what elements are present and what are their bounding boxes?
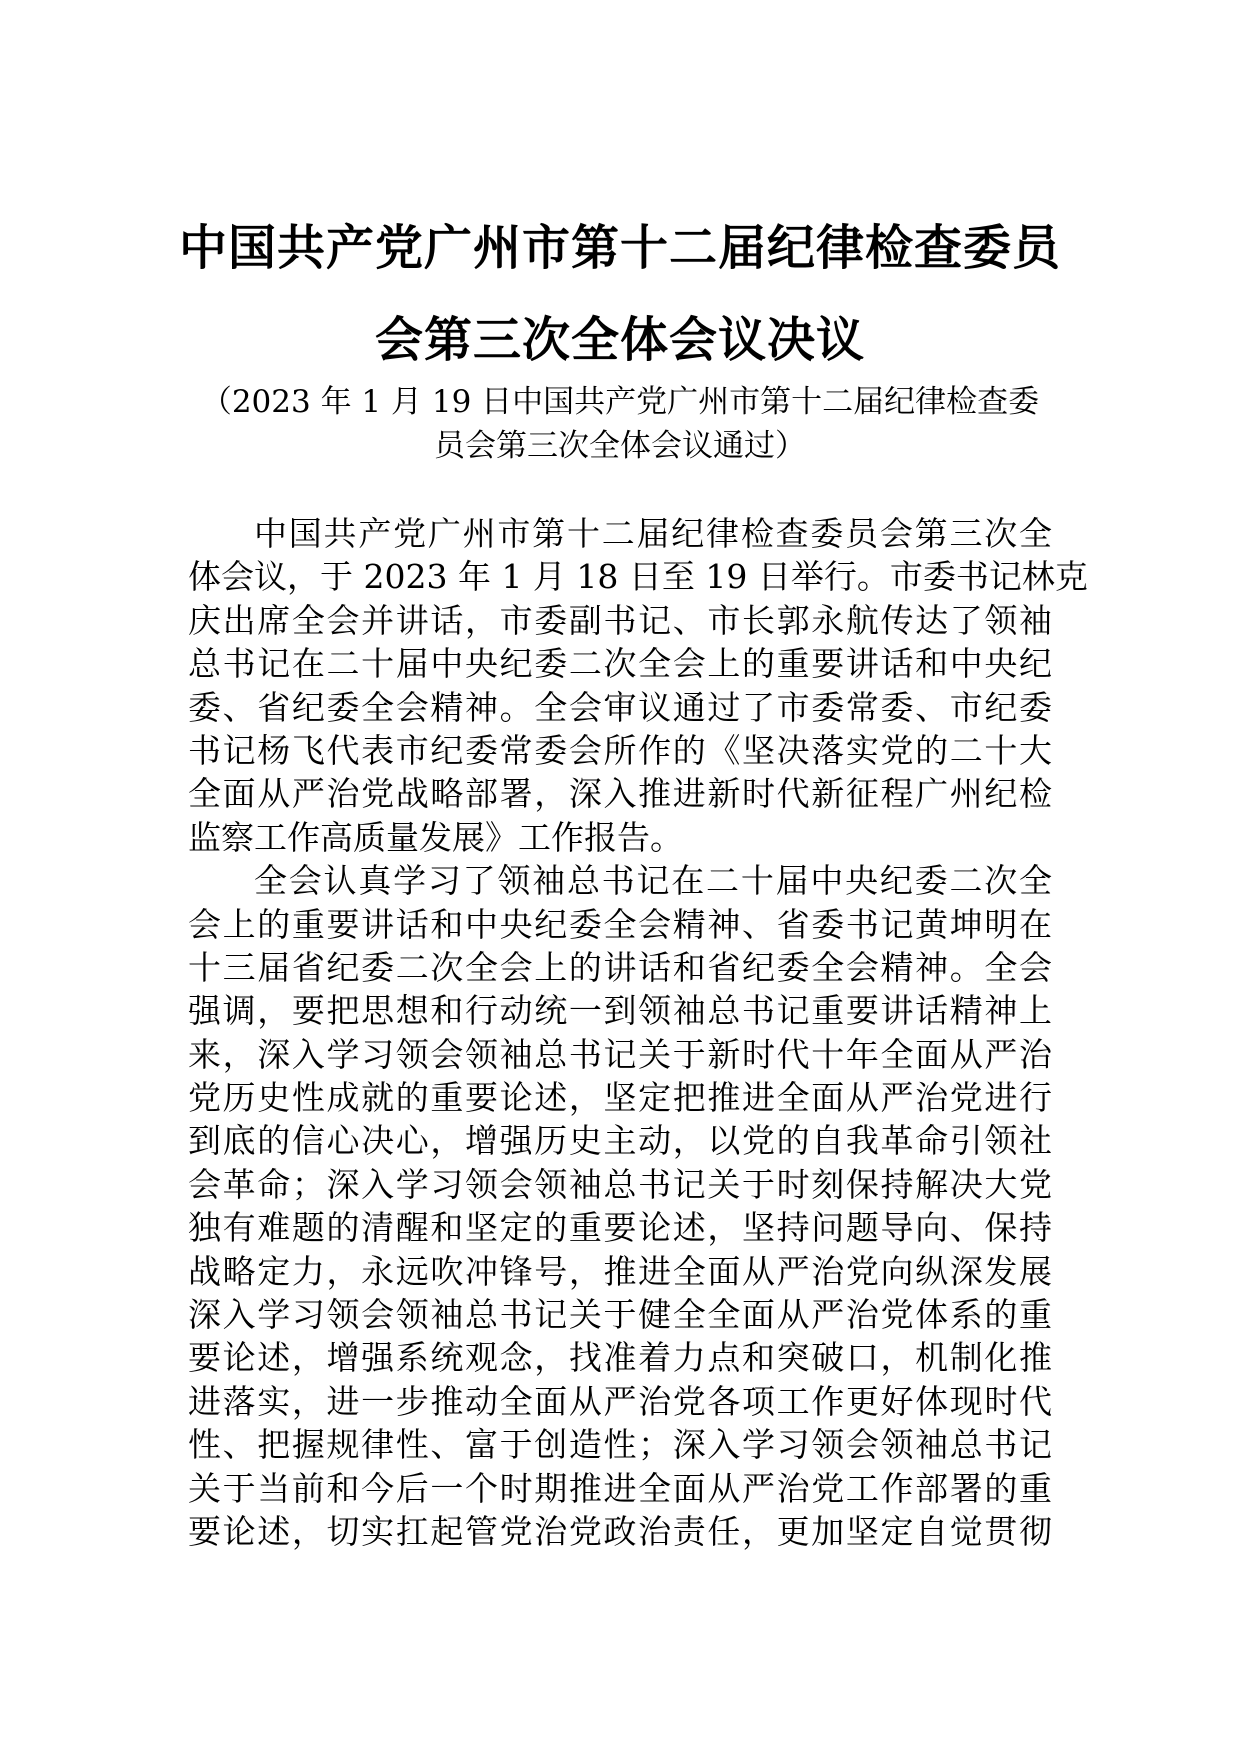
body-line: 深入学习领会领袖总书记关于健全全面从严治党体系的重	[188, 1295, 1052, 1335]
body-line: 体会议，于 2023 年 1 月 18 日至 19 日举行。市委书记林克	[188, 557, 1088, 597]
body-line: 委、省纪委全会精神。全会审议通过了市委常委、市纪委	[188, 687, 1052, 727]
body-line: 来，深入学习领会领袖总书记关于新时代十年全面从严治	[188, 1034, 1052, 1074]
body-line: 会上的重要讲话和中央纪委全会精神、省委书记黄坤明在	[188, 904, 1052, 944]
body-line: 独有难题的清醒和坚定的重要论述，坚持问题导向、保持	[188, 1208, 1052, 1248]
body-line: 会革命；深入学习领会领袖总书记关于时刻保持解决大党	[188, 1164, 1052, 1204]
body-line: 书记杨飞代表市纪委常委会所作的《坚决落实党的二十大	[188, 730, 1052, 770]
body-line: 监察工作高质量发展》工作报告。	[188, 817, 683, 857]
body-line: 全面从严治党战略部署，深入推进新时代新征程广州纪检	[188, 774, 1052, 814]
body-line: 庆出席全会并讲话，市委副书记、市长郭永航传达了领袖	[188, 600, 1052, 640]
document-subtitle-line-1: （2023 年 1 月 19 日中国共产党广州市第十二届纪律检查委	[200, 384, 1040, 420]
body-line: 党历史性成就的重要论述，坚定把推进全面从严治党进行	[188, 1078, 1052, 1118]
body-line: 十三届省纪委二次全会上的讲话和省纪委全会精神。全会	[188, 947, 1052, 987]
document-subtitle-line-2: 员会第三次全体会议通过）	[434, 428, 806, 464]
body-line: 进落实，进一步推动全面从严治党各项工作更好体现时代	[188, 1381, 1052, 1421]
body-line: 中国共产党广州市第十二届纪律检查委员会第三次全	[254, 514, 1052, 553]
document-body	[188, 512, 1088, 1553]
document-title-line-2: 会第三次全体会议决议	[374, 312, 865, 368]
body-line: 要论述，切实扛起管党治党政治责任，更加坚定自觉贯彻	[188, 1511, 1052, 1551]
body-line: 性、把握规律性、富于创造性；深入学习领会领袖总书记	[188, 1425, 1052, 1465]
body-line: 到底的信心决心，增强历史主动，以党的自我革命引领社	[188, 1121, 1052, 1161]
body-line: 总书记在二十届中央纪委二次全会上的重要讲话和中央纪	[188, 644, 1052, 684]
body-line: 关于当前和今后一个时期推进全面从严治党工作部署的重	[188, 1468, 1052, 1508]
body-line: 强调，要把思想和行动统一到领袖总书记重要讲话精神上	[188, 991, 1052, 1031]
body-line: 战略定力，永远吹冲锋号，推进全面从严治党向纵深发展	[188, 1251, 1052, 1291]
body-line: 全会认真学习了领袖总书记在二十届中央纪委二次全	[254, 861, 1052, 901]
body-line: 要论述，增强系统观念，找准着力点和突破口，机制化推	[188, 1338, 1052, 1378]
document-title-line-1: 中国共产党广州市第十二届纪律检查委员	[178, 220, 1061, 276]
